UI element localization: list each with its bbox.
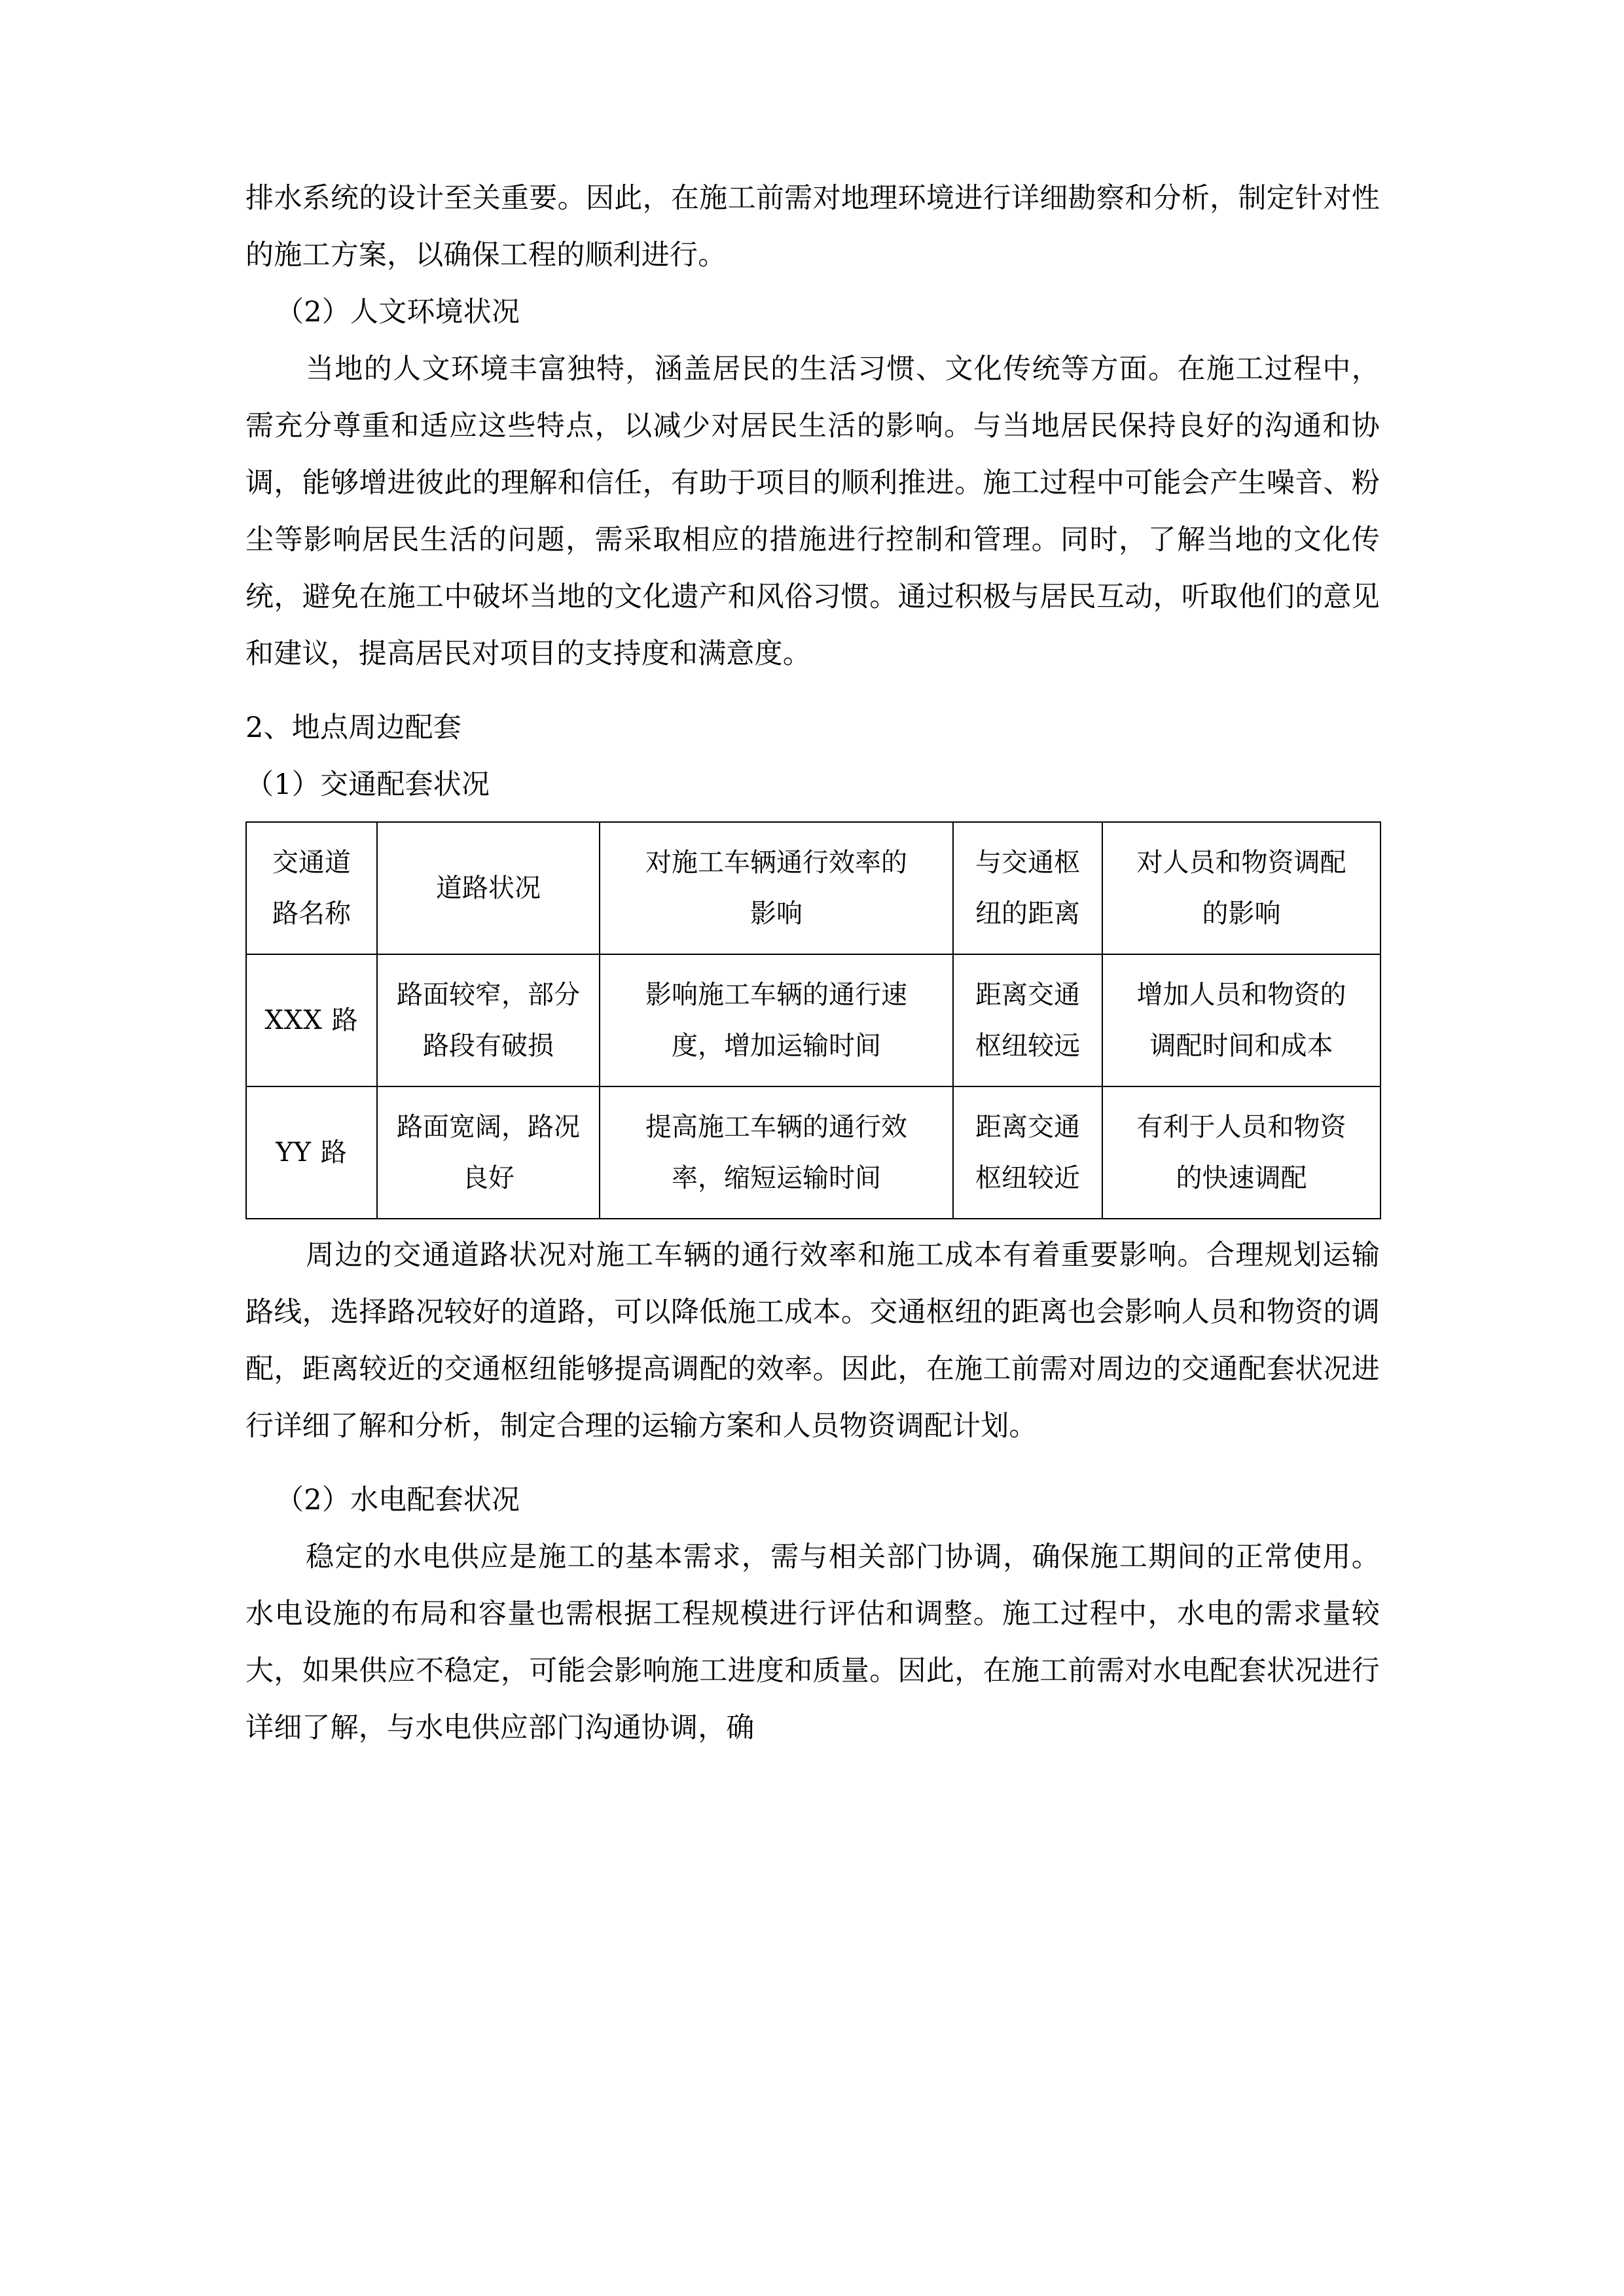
cell-line: 枢纽较远 (975, 1031, 1080, 1061)
cell-road-name: XXX 路 (246, 954, 377, 1086)
cell-line: 对施工车辆通行效率的 (645, 848, 907, 878)
table-header-efficiency-impact (600, 822, 953, 954)
paragraph-drainage-continuation: 排水系统的设计至关重要。因此，在施工前需对地理环境进行详细勘察和分析，制定针对性的施工方案，以确保工程的顺利进行。 (245, 182, 1380, 272)
cell-line: 纽的距离 (975, 899, 1080, 929)
cell-line: 良好 (462, 1163, 514, 1193)
heading-site-surrounding-facilities: 2、地点周边配套 (245, 711, 461, 744)
cell-line: 对人员和物资调配 (1136, 848, 1346, 878)
cell-line: 道路状况 (436, 873, 541, 903)
table-header-row (246, 822, 1380, 954)
cell-line: 路名称 (272, 899, 351, 929)
table-header-dispatch-impact (1102, 822, 1380, 954)
cell-line: 率，缩短运输时间 (672, 1163, 881, 1193)
traffic-support-table (245, 821, 1381, 1219)
cell-road-condition (377, 954, 600, 1086)
cell-line: 度，增加运输时间 (672, 1031, 881, 1061)
cell-line: 增加人员和物资的 (1136, 980, 1346, 1010)
spacer (245, 814, 1380, 821)
cell-line: 交通道 (272, 848, 351, 878)
table-row (246, 954, 1380, 1086)
cell-line: 枢纽较近 (975, 1163, 1080, 1193)
page-content (245, 170, 1380, 1757)
cell-line: 影响 (750, 899, 803, 929)
cell-hub-distance (953, 954, 1102, 1086)
heading-traffic-support: （1）交通配套状况 (245, 768, 490, 801)
cell-efficiency-impact (600, 954, 953, 1086)
cell-line: 调配时间和成本 (1149, 1031, 1333, 1061)
cell-line: 的快速调配 (1176, 1163, 1307, 1193)
table-row (246, 1086, 1380, 1219)
cell-dispatch-impact (1102, 954, 1380, 1086)
cell-hub-distance (953, 1086, 1102, 1219)
table-header-hub-distance (953, 822, 1102, 954)
cell-dispatch-impact (1102, 1086, 1380, 1219)
cell-line: 路面较窄，部分 (397, 980, 580, 1010)
cell-line: 路段有破损 (423, 1031, 554, 1061)
heading-humanistic-environment: （2）人文环境状况 (276, 296, 520, 329)
table-header-road-name (246, 822, 377, 954)
cell-efficiency-impact (600, 1086, 953, 1219)
cell-road-condition (377, 1086, 600, 1219)
heading-utility-support: （2）水电配套状况 (276, 1484, 520, 1516)
cell-line: 与交通枢 (975, 848, 1080, 878)
cell-line: 的影响 (1202, 899, 1281, 929)
cell-line: 距离交通 (975, 1112, 1080, 1142)
paragraph-humanistic-environment: 当地的人文环境丰富独特，涵盖居民的生活习惯、文化传统等方面。在施工过程中，需充分尊重和适应这些特点，以减少对居民生活的影响。与当地居民保持良好的沟通和协调，能够增进彼此的理解和信任，有助于项目的顺利推进。施工过程中可能会产生噪音、粉尘等影响居民生活的问题，需采取相应的措施进行控制和管理。同时，了解当地的文化传统，避免在施工中破坏当地的文化遗产和风俗习惯。通过积极与居民互动，听取他们的意见和建议，提高居民对项目的支持度和满意度。 (245, 353, 1380, 670)
paragraph-utility-support: 稳定的水电供应是施工的基本需求，需与相关部门协调，确保施工期间的正常使用。水电设施的布局和容量也需根据工程规模进行评估和调整。施工过程中，水电的需求量较大，如果供应不稳定，可能会影响施工进度和质量。因此，在施工前需对水电配套状况进行详细了解，与水电供应部门沟通协调，确 (245, 1541, 1380, 1744)
cell-line: 路面宽阔，路况 (397, 1112, 580, 1142)
spacer (245, 1455, 1380, 1472)
cell-line: 距离交通 (975, 980, 1080, 1010)
paragraph-traffic-analysis: 周边的交通道路状况对施工车辆的通行效率和施工成本有着重要影响。合理规划运输路线，选择路况较好的道路，可以降低施工成本。交通枢纽的距离也会影响人员和物资的调配，距离较近的交通枢纽能够提高调配的效率。因此，在施工前需对周边的交通配套状况进行详细了解和分析，制定合理的运输方案和人员物资调配计划。 (245, 1239, 1380, 1443)
spacer (245, 683, 1380, 700)
spacer (245, 1219, 1380, 1227)
cell-line: 影响施工车辆的通行速 (645, 980, 907, 1010)
table-header-road-condition (377, 822, 600, 954)
cell-road-name: YY 路 (246, 1086, 377, 1219)
cell-line: 提高施工车辆的通行效 (645, 1112, 907, 1142)
cell-line: 有利于人员和物资 (1136, 1112, 1346, 1142)
